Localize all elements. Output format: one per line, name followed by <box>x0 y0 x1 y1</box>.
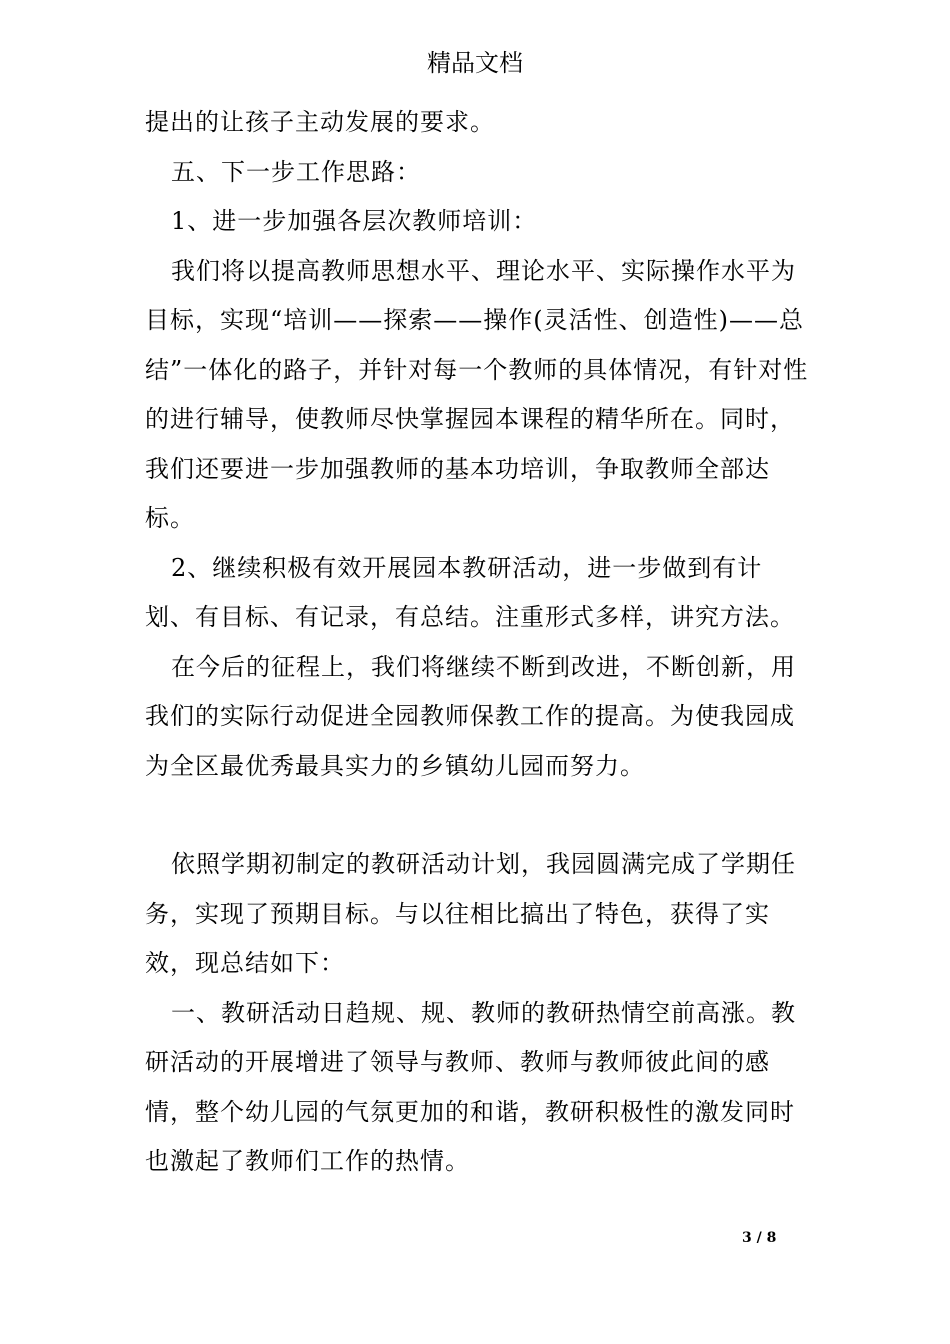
paragraph-research-activities: 2、继续积极有效开展园本教研活动，进一步做到有计划、有目标、有记录，有总结。注重形式多样，讲究方法。 <box>145 553 795 631</box>
paragraph-research-enthusiasm: 一、教研活动日趋规、规、教师的教研热情空前高涨。教研活动的开展增进了领导与教师、教师与教师彼此间的感情，整个幼儿园的气氛更加的和谐，教研积极性的激发同时也激起了教师们工作的热情。 <box>145 998 796 1175</box>
paragraph-future-outlook: 在今后的征程上，我们将继续不断到改进，不断创新，用我们的实际行动促进全园教师保教工作的提高。为使我园成为全区最优秀最具实力的乡镇幼儿园而努力。 <box>145 652 796 780</box>
page-header: 精品文档 <box>427 49 523 77</box>
paragraph-training-plan: 我们将以提高教师思想水平、理论水平、实际操作水平为目标，实现“培训——探索——操作(灵活性、创造性)——总结”一体化的路子，并针对每一个教师的具体情况，有针对性的进行辅导，使教师尽快掌握园本课程的精华所在。同时，我们还要进一步加强教师的基本功培训，争取教师全部达标。 <box>145 256 809 532</box>
subheading-teacher-training: 1、进一步加强各层次教师培训： <box>171 207 538 235</box>
paragraph-summary-intro: 依照学期初制定的教研活动计划，我园圆满完成了学期任务，实现了预期目标。与以往相比搞出了特色，获得了实效，现总结如下： <box>145 850 796 977</box>
page-number: 3 / 8 <box>742 1230 777 1246</box>
document-body <box>145 98 809 1187</box>
section-heading-next-steps: 五、下一步工作思路： <box>171 157 421 186</box>
paragraph-continuation: 提出的让孩子主动发展的要求。 <box>145 108 495 136</box>
paragraph-spacer <box>145 791 809 840</box>
